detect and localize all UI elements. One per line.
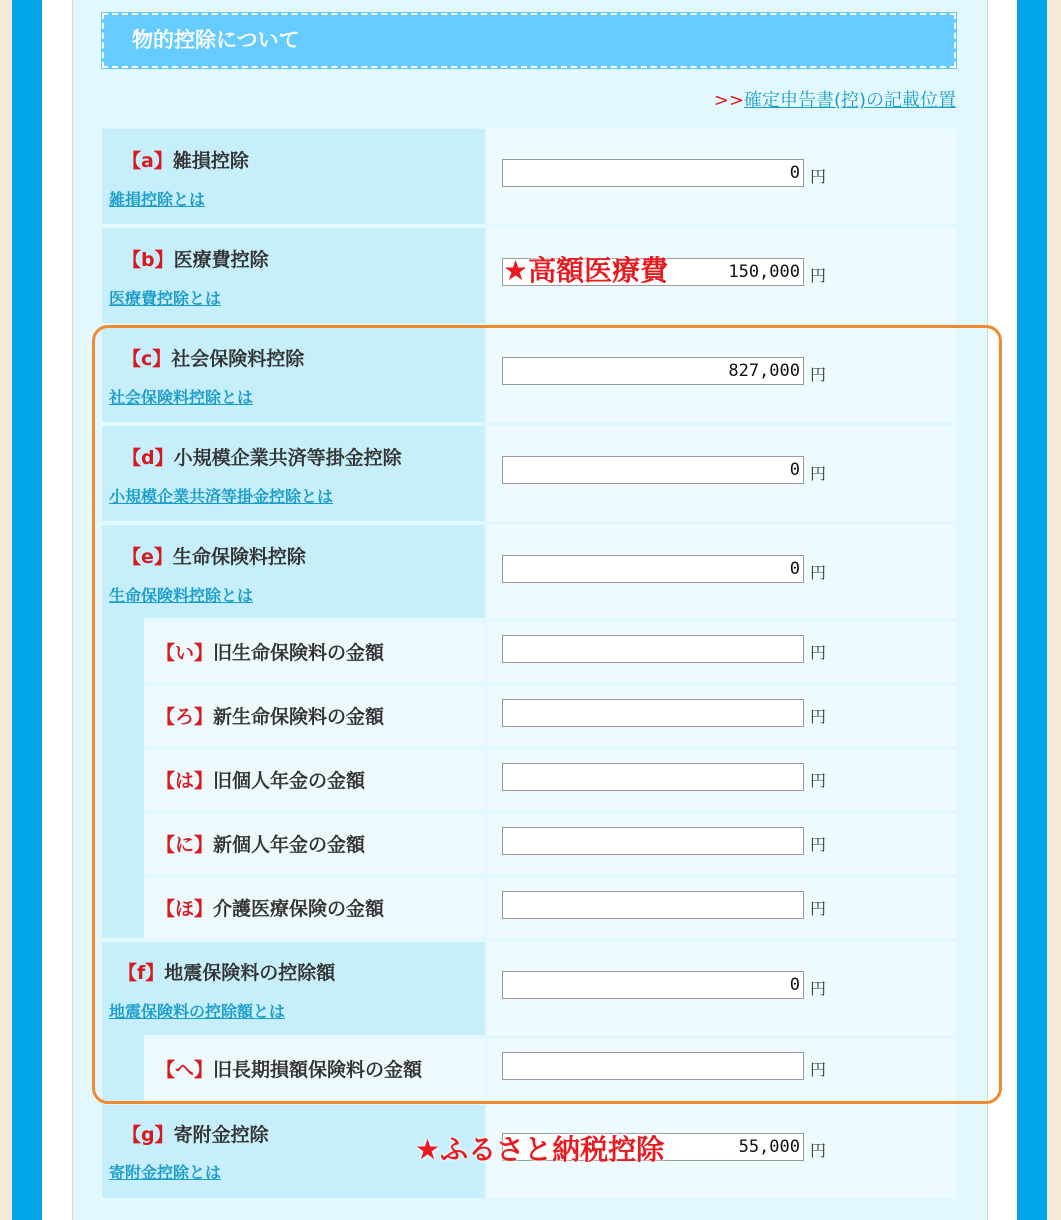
row-he-label: 旧長期損額保険料の金額 xyxy=(213,1059,423,1081)
row-ni-amount-input[interactable] xyxy=(502,827,804,855)
row-e-sub-ni xyxy=(102,814,956,874)
row-f-help-link[interactable]: 地震保険料の控除額とは xyxy=(109,1002,286,1021)
row-ho-title xyxy=(156,894,384,921)
row-g-title xyxy=(122,1120,269,1147)
row-e-help-link[interactable]: 生命保険料控除とは xyxy=(109,586,254,605)
row-c-amount-input[interactable] xyxy=(502,357,804,385)
row-e-yen: 円 xyxy=(810,563,827,582)
row-e-sub-ha xyxy=(102,750,956,810)
row-e-amount-input[interactable] xyxy=(502,555,804,583)
row-e-title xyxy=(122,542,306,569)
row-ni-title xyxy=(156,830,365,857)
row-f-label: 地震保険料の控除額 xyxy=(164,962,336,984)
row-g-help-link[interactable]: 寄附金控除とは xyxy=(109,1163,222,1182)
row-d-help-link[interactable]: 小規模企業共済等掛金控除とは xyxy=(109,487,334,506)
row-he-amount-input[interactable] xyxy=(502,1052,804,1080)
row-ni-letter: 【に】 xyxy=(156,834,214,856)
row-he-yen: 円 xyxy=(810,1060,827,1079)
row-he-letter: 【へ】 xyxy=(156,1059,214,1081)
row-d-yen: 円 xyxy=(810,464,827,483)
row-g-yen: 円 xyxy=(810,1141,827,1160)
row-a-yen: 円 xyxy=(810,167,827,186)
row-c-letter: 【c】 xyxy=(122,348,172,370)
row-e-label: 生命保険料控除 xyxy=(172,546,306,568)
row-a-letter: 【a】 xyxy=(122,150,173,172)
row-b-help-link[interactable]: 医療費控除とは xyxy=(109,289,222,308)
row-f-title xyxy=(118,958,335,985)
doc-position-link[interactable]: 確定申告書(控)の記載位置 xyxy=(743,90,956,111)
row-e-sub-i xyxy=(102,622,956,682)
row-e-sub-ro xyxy=(102,686,956,746)
row-e-letter: 【e】 xyxy=(122,546,173,568)
medical-annotation: ★高額医療費 xyxy=(503,254,669,287)
row-a-help-link[interactable]: 雑損控除とは xyxy=(109,190,206,209)
row-d xyxy=(102,426,956,521)
row-ni-yen: 円 xyxy=(810,835,827,854)
row-c-label: 社会保険料控除 xyxy=(171,348,305,370)
row-a-amount-input[interactable] xyxy=(502,159,804,187)
row-g-label: 寄附金控除 xyxy=(173,1124,269,1146)
row-ni-label: 新個人年金の金額 xyxy=(213,834,366,856)
row-ha-label: 旧個人年金の金額 xyxy=(213,770,366,792)
row-ho-letter: 【ほ】 xyxy=(156,898,214,920)
row-i-letter: 【い】 xyxy=(156,642,214,664)
row-b-yen: 円 xyxy=(810,266,827,285)
row-d-title xyxy=(122,443,402,470)
doc-position-link-wrap xyxy=(714,86,956,112)
row-ro-letter: 【ろ】 xyxy=(156,706,214,728)
link-prefix: >> xyxy=(713,90,744,111)
row-ro-yen: 円 xyxy=(810,707,827,726)
page-frame-right xyxy=(1017,0,1047,1220)
row-he-title xyxy=(156,1055,422,1082)
row-c-help-link[interactable]: 社会保険料控除とは xyxy=(109,388,254,407)
row-c xyxy=(102,327,956,422)
row-ha-title xyxy=(156,766,365,793)
row-i-amount-input[interactable] xyxy=(502,635,804,663)
row-c-yen: 円 xyxy=(810,365,827,384)
row-g-letter: 【g】 xyxy=(122,1124,174,1146)
row-f xyxy=(102,942,956,1035)
row-b-title xyxy=(122,245,269,272)
row-b-letter: 【b】 xyxy=(122,249,174,271)
row-ha-amount-input[interactable] xyxy=(502,763,804,791)
row-a-label: 雑損控除 xyxy=(172,150,249,172)
row-f-letter: 【f】 xyxy=(118,962,165,984)
row-d-label: 小規模企業共済等掛金控除 xyxy=(173,447,402,469)
row-ho-amount-input[interactable] xyxy=(502,891,804,919)
row-c-title xyxy=(122,344,304,371)
row-e-sub-ho xyxy=(102,878,956,938)
row-d-letter: 【d】 xyxy=(122,447,174,469)
row-f-yen: 円 xyxy=(810,979,827,998)
row-ro-label: 新生命保険料の金額 xyxy=(213,706,385,728)
row-a xyxy=(102,129,956,224)
row-f-amount-input[interactable] xyxy=(502,971,804,999)
row-b-label: 医療費控除 xyxy=(173,249,269,271)
row-i-yen: 円 xyxy=(810,643,827,662)
row-ho-label: 介護医療保険の金額 xyxy=(213,898,385,920)
section-title: 物的控除について xyxy=(102,13,956,68)
row-f-sub-he xyxy=(102,1039,956,1101)
row-d-amount-input[interactable] xyxy=(502,456,804,484)
row-ro-title xyxy=(156,702,384,729)
row-i-title xyxy=(156,638,384,665)
row-a-title xyxy=(122,146,249,173)
row-ho-yen: 円 xyxy=(810,899,827,918)
row-e xyxy=(102,525,956,618)
row-ha-letter: 【は】 xyxy=(156,770,214,792)
row-ha-yen: 円 xyxy=(810,771,827,790)
row-i-label: 旧生命保険料の金額 xyxy=(213,642,385,664)
furusato-annotation: ★ふるさと納税控除 xyxy=(415,1133,665,1166)
row-ro-amount-input[interactable] xyxy=(502,699,804,727)
